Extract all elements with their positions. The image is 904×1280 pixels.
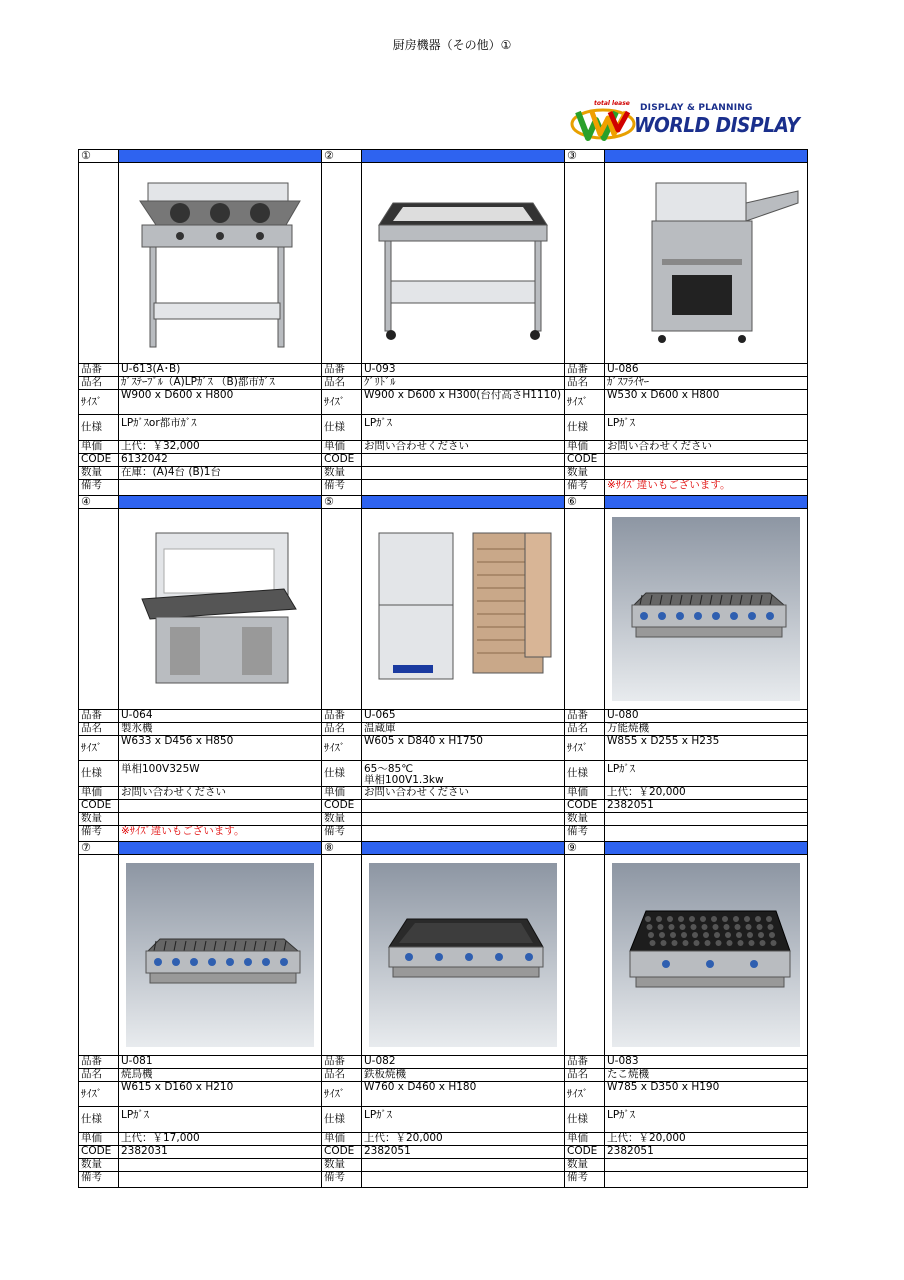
label-note: 備考 <box>564 825 605 842</box>
value-price: 上代：￥20,000 <box>604 1132 808 1146</box>
value-qty <box>361 1158 565 1172</box>
label-spec: 仕様 <box>78 760 119 787</box>
photo-left-blank <box>78 508 119 710</box>
value-spec <box>361 414 565 441</box>
label-price: 単価 <box>78 786 119 800</box>
takoyaki-icon <box>605 855 807 1055</box>
label-price: 単価 <box>321 1132 362 1146</box>
item-number: ③ <box>564 149 605 163</box>
item-number: ④ <box>78 495 119 509</box>
label-note: 備考 <box>78 825 119 842</box>
item-photo <box>604 162 808 364</box>
label-size: ｻｲｽﾞ <box>321 389 362 415</box>
item-header-bar <box>604 149 808 163</box>
value-code <box>604 453 808 467</box>
value-note <box>118 1171 322 1188</box>
item-header-bar <box>361 149 565 163</box>
value-price: お問い合わせください <box>361 786 565 800</box>
label-hinban: 品番 <box>321 363 362 377</box>
logo-tagline: DISPLAY & PLANNING <box>640 103 753 113</box>
value-spec <box>361 1106 565 1133</box>
item-header-bar <box>118 149 322 163</box>
item-header-bar <box>604 495 808 509</box>
item-photo <box>118 854 322 1056</box>
label-note: 備考 <box>564 479 605 496</box>
label-hinmei: 品名 <box>321 722 362 736</box>
value-spec <box>604 1106 808 1133</box>
label-spec: 仕様 <box>78 1106 119 1133</box>
label-hinban: 品番 <box>321 1055 362 1069</box>
value-qty <box>604 466 808 480</box>
label-price: 単価 <box>564 1132 605 1146</box>
label-code: CODE <box>564 1145 605 1159</box>
item-header-bar <box>604 841 808 855</box>
item-photo <box>604 508 808 710</box>
value-spec <box>604 414 808 441</box>
item-number: ⑤ <box>321 495 362 509</box>
value-price: 上代：￥20,000 <box>604 786 808 800</box>
label-qty: 数量 <box>78 466 119 480</box>
label-code: CODE <box>321 799 362 813</box>
item-header-bar <box>361 841 565 855</box>
value-price: お問い合わせください <box>118 786 322 800</box>
photo-left-blank <box>564 854 605 1056</box>
label-hinban: 品番 <box>78 709 119 723</box>
value-price: お問い合わせください <box>604 440 808 454</box>
value-size: W785 x D350 x H190 <box>604 1081 808 1107</box>
label-note: 備考 <box>321 479 362 496</box>
label-spec: 仕様 <box>321 414 362 441</box>
label-qty: 数量 <box>321 1158 362 1172</box>
label-qty: 数量 <box>564 1158 605 1172</box>
item-number: ⑧ <box>321 841 362 855</box>
value-note <box>604 1171 808 1188</box>
value-hinmei: たこ焼機 <box>604 1068 808 1082</box>
label-size: ｻｲｽﾞ <box>78 389 119 415</box>
value-qty <box>604 812 808 826</box>
label-price: 単価 <box>78 440 119 454</box>
page-title: 厨房機器（その他）① <box>392 38 512 52</box>
value-code <box>361 799 565 813</box>
label-qty: 数量 <box>321 812 362 826</box>
label-price: 単価 <box>564 440 605 454</box>
item-photo <box>361 508 565 710</box>
value-hinban: U-080 <box>604 709 808 723</box>
value-spec <box>118 414 322 441</box>
photo-left-blank <box>321 854 362 1056</box>
label-code: CODE <box>321 453 362 467</box>
label-spec: 仕様 <box>564 760 605 787</box>
label-price: 単価 <box>564 786 605 800</box>
spec-line-2: 単相100V1.3kw <box>364 774 444 786</box>
value-hinban: U-082 <box>361 1055 565 1069</box>
value-qty <box>361 466 565 480</box>
value-price: 上代：￥20,000 <box>361 1132 565 1146</box>
label-price: 単価 <box>321 440 362 454</box>
label-hinmei: 品名 <box>564 376 605 390</box>
value-code: 2382051 <box>604 799 808 813</box>
item-number: ⑨ <box>564 841 605 855</box>
value-code: 2382031 <box>118 1145 322 1159</box>
label-hinmei: 品名 <box>564 722 605 736</box>
value-price: お問い合わせください <box>361 440 565 454</box>
label-hinban: 品番 <box>564 1055 605 1069</box>
value-code: 2382051 <box>361 1145 565 1159</box>
label-note: 備考 <box>564 1171 605 1188</box>
value-note: ※ｻｲｽﾞ違いもございます。 <box>604 479 808 496</box>
spec-line-1: 65～85℃ <box>364 763 414 775</box>
photo-left-blank <box>78 854 119 1056</box>
value-note <box>361 1171 565 1188</box>
label-size: ｻｲｽﾞ <box>564 735 605 761</box>
label-hinmei: 品名 <box>78 376 119 390</box>
value-size: W855 x D255 x H235 <box>604 735 808 761</box>
value-size: W900 x D600 x H800 <box>118 389 322 415</box>
value-code: 2382051 <box>604 1145 808 1159</box>
logo-name: WORLD DISPLAY <box>634 113 800 137</box>
spec-line-1: LPｶﾞｽ <box>364 417 392 429</box>
label-size: ｻｲｽﾞ <box>78 735 119 761</box>
value-size: W530 x D600 x H800 <box>604 389 808 415</box>
value-hinban: U-086 <box>604 363 808 377</box>
label-size: ｻｲｽﾞ <box>564 389 605 415</box>
label-hinmei: 品名 <box>321 376 362 390</box>
label-hinmei: 品名 <box>564 1068 605 1082</box>
label-code: CODE <box>78 799 119 813</box>
value-hinban: U-083 <box>604 1055 808 1069</box>
value-qty: 在庫：(A)4台 (B)1台 <box>118 466 322 480</box>
label-qty: 数量 <box>78 812 119 826</box>
label-qty: 数量 <box>564 466 605 480</box>
value-hinban: U-065 <box>361 709 565 723</box>
label-note: 備考 <box>321 825 362 842</box>
value-code <box>361 453 565 467</box>
value-spec <box>361 760 565 787</box>
label-code: CODE <box>78 1145 119 1159</box>
value-hinmei: ｸﾞﾘﾄﾞﾙ <box>361 376 565 390</box>
logo-small-text: total lease <box>594 100 630 107</box>
value-hinmei: 製氷機 <box>118 722 322 736</box>
value-size: W760 x D460 x H180 <box>361 1081 565 1107</box>
item-number: ⑥ <box>564 495 605 509</box>
item-number: ⑦ <box>78 841 119 855</box>
gas-table-icon <box>119 163 321 363</box>
value-price: 上代：￥32,000 <box>118 440 322 454</box>
label-hinmei: 品名 <box>78 722 119 736</box>
item-header-bar <box>361 495 565 509</box>
item-header-bar <box>118 495 322 509</box>
item-photo <box>361 162 565 364</box>
value-note <box>118 479 322 496</box>
spec-line-1: LPｶﾞｽ <box>607 1109 635 1121</box>
label-note: 備考 <box>321 1171 362 1188</box>
item-photo <box>361 854 565 1056</box>
value-hinmei: ｶﾞｽﾌﾗｲﾔｰ <box>604 376 808 390</box>
label-hinban: 品番 <box>78 363 119 377</box>
value-hinban: U-064 <box>118 709 322 723</box>
label-spec: 仕様 <box>564 414 605 441</box>
label-code: CODE <box>321 1145 362 1159</box>
label-hinmei: 品名 <box>321 1068 362 1082</box>
value-hinban: U-613(A･B) <box>118 363 322 377</box>
label-size: ｻｲｽﾞ <box>78 1081 119 1107</box>
value-hinmei: 温蔵庫 <box>361 722 565 736</box>
ice-machine-icon <box>119 509 321 709</box>
label-hinban: 品番 <box>321 709 362 723</box>
spec-line-1: LPｶﾞｽ <box>607 763 635 775</box>
value-size: W900 x D600 x H300(台付高さH1110) <box>361 389 565 415</box>
label-price: 単価 <box>78 1132 119 1146</box>
value-qty <box>361 812 565 826</box>
value-size: W633 x D456 x H850 <box>118 735 322 761</box>
label-code: CODE <box>564 799 605 813</box>
photo-left-blank <box>321 508 362 710</box>
label-note: 備考 <box>78 479 119 496</box>
item-number: ② <box>321 149 362 163</box>
value-code <box>118 799 322 813</box>
label-code: CODE <box>78 453 119 467</box>
value-spec <box>604 760 808 787</box>
label-spec: 仕様 <box>321 760 362 787</box>
photo-left-blank <box>78 162 119 364</box>
value-spec <box>118 1106 322 1133</box>
label-qty: 数量 <box>78 1158 119 1172</box>
value-code: 6132042 <box>118 453 322 467</box>
value-size: W605 x D840 x H1750 <box>361 735 565 761</box>
photo-left-blank <box>321 162 362 364</box>
label-price: 単価 <box>321 786 362 800</box>
label-size: ｻｲｽﾞ <box>564 1081 605 1107</box>
value-qty <box>604 1158 808 1172</box>
value-hinban: U-093 <box>361 363 565 377</box>
label-size: ｻｲｽﾞ <box>321 735 362 761</box>
value-note <box>604 825 808 842</box>
label-code: CODE <box>564 453 605 467</box>
warming-cabinet-icon <box>362 509 564 709</box>
value-price: 上代：￥17,000 <box>118 1132 322 1146</box>
label-size: ｻｲｽﾞ <box>321 1081 362 1107</box>
world-display-logo <box>570 100 810 144</box>
label-spec: 仕様 <box>564 1106 605 1133</box>
value-qty <box>118 1158 322 1172</box>
label-spec: 仕様 <box>321 1106 362 1133</box>
item-number: ① <box>78 149 119 163</box>
griddle-icon <box>362 163 564 363</box>
value-hinmei: 鉄板焼機 <box>361 1068 565 1082</box>
spec-line-1: LPｶﾞｽ <box>121 1109 149 1121</box>
label-qty: 数量 <box>321 466 362 480</box>
value-hinmei: 焼鳥機 <box>118 1068 322 1082</box>
value-note <box>361 825 565 842</box>
item-photo <box>604 854 808 1056</box>
label-hinban: 品番 <box>564 709 605 723</box>
value-hinban: U-081 <box>118 1055 322 1069</box>
value-qty <box>118 812 322 826</box>
spec-line-1: LPｶﾞｽor都市ｶﾞｽ <box>121 417 197 429</box>
label-qty: 数量 <box>564 812 605 826</box>
photo-left-blank <box>564 162 605 364</box>
grill-icon <box>605 509 807 709</box>
spec-line-1: 単相100V325W <box>121 763 200 775</box>
spec-line-1: LPｶﾞｽ <box>364 1109 392 1121</box>
label-hinmei: 品名 <box>78 1068 119 1082</box>
label-hinban: 品番 <box>564 363 605 377</box>
label-spec: 仕様 <box>78 414 119 441</box>
photo-left-blank <box>564 508 605 710</box>
item-photo <box>118 508 322 710</box>
item-header-bar <box>118 841 322 855</box>
label-note: 備考 <box>78 1171 119 1188</box>
value-hinmei: ｶﾞｽﾃｰﾌﾞﾙ（A)LPｶﾞｽ （B)都市ｶﾞｽ <box>118 376 322 390</box>
value-spec <box>118 760 322 787</box>
teppan-icon <box>362 855 564 1055</box>
value-note <box>361 479 565 496</box>
item-photo <box>118 162 322 364</box>
yakitori-grill-icon <box>119 855 321 1055</box>
value-note: ※ｻｲｽﾞ違いもございます。 <box>118 825 322 842</box>
spec-line-1: LPｶﾞｽ <box>607 417 635 429</box>
value-hinmei: 万能焼機 <box>604 722 808 736</box>
value-size: W615 x D160 x H210 <box>118 1081 322 1107</box>
w-logo-icon <box>570 106 636 142</box>
fryer-icon <box>605 163 807 363</box>
label-hinban: 品番 <box>78 1055 119 1069</box>
